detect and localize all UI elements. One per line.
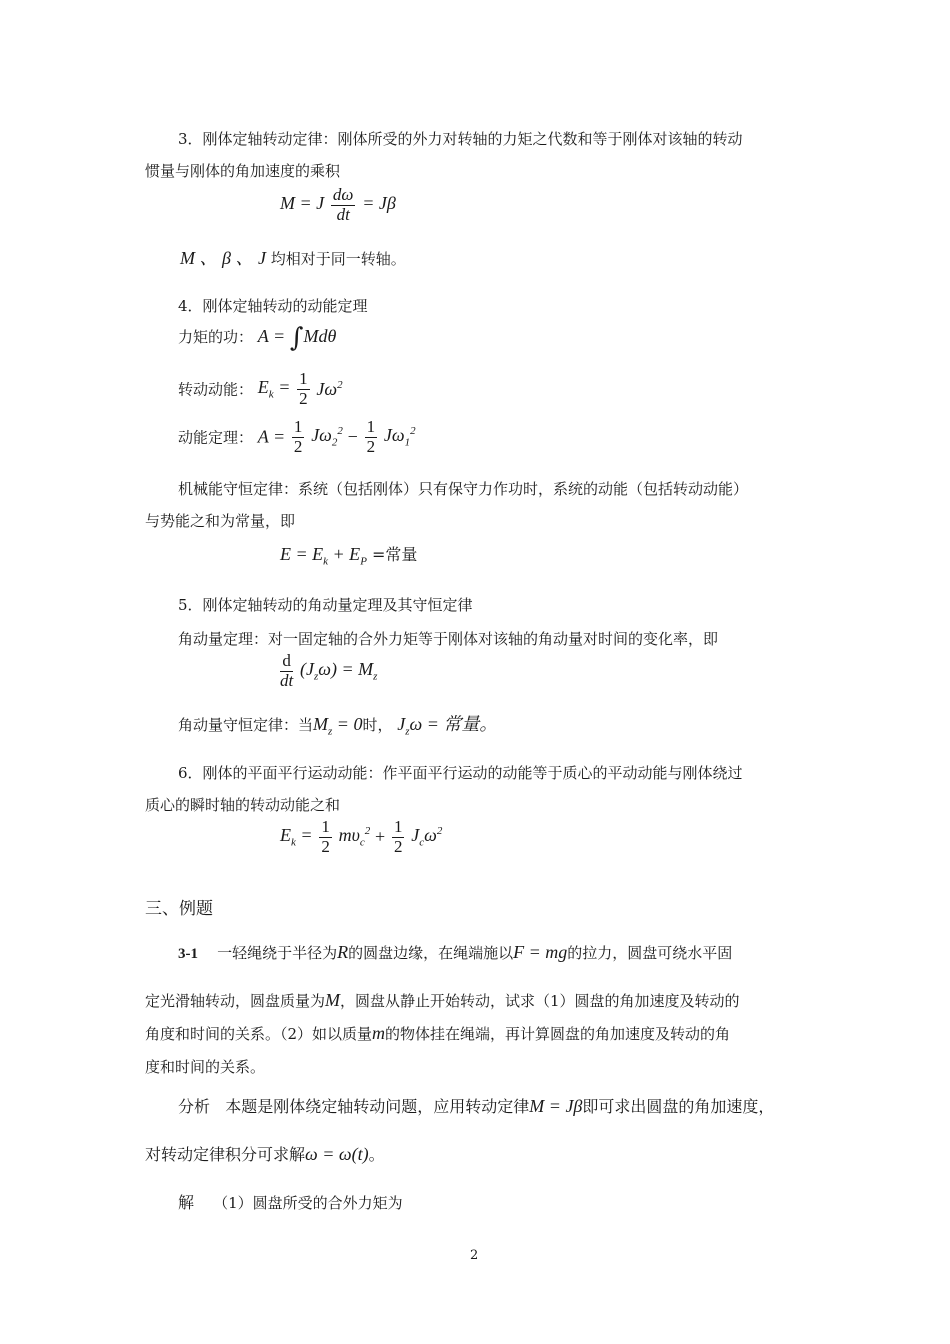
example-3-1-line2: 定光滑轴转动，圆盘质量为M，圆盘从静止开始转动，试求（1）圆盘的角加速度及转动的 (145, 990, 740, 1010)
example-3-1-line4: 度和时间的关系。 (145, 1058, 266, 1076)
s6-equation: $E_k$ = $\frac{1}{2}$ $m\upsilon_c^2$ + $\frac{1}{2}$ $J_c\omega^2$ (280, 817, 443, 856)
s5-title: 5．刚体定轴转动的角动量定理及其守恒定律 (178, 596, 473, 614)
s5-theorem-line: 角动量定理：对一固定轴的合外力矩等于刚体对该轴的角动量对时间的变化率，即 (178, 630, 719, 648)
s4-mech-line2: 与势能之和为常量，即 (145, 512, 296, 530)
s4-kinetic-theorem: 动能定理： A = $\frac{1}{2}$ $J\omega_2^2$ − $\frac{1}{2}$ $J\omega_1^2$ (178, 417, 416, 456)
example-3-1-line1: 3-1 一轻绳绕于半径为R的圆盘边缘，在绳端施以F = mg的拉力，圆盘可绕水平固 (178, 942, 733, 962)
s3-title-line1: 3．刚体定轴转动定律：刚体所受的外力对转轴的力矩之代数和等于刚体对该轴的转动 (178, 130, 743, 148)
solution-line: 解 （1）圆盘所受的合外力矩为 (178, 1193, 403, 1212)
s4-mech-line1: 机械能守恒定律：系统（包括刚体）只有保守力作功时，系统的动能（包括转动动能） (178, 480, 749, 498)
s3-title-line2: 惯量与刚体的角加速度的乘积 (145, 162, 341, 180)
analysis-line2: 对转动定律积分可求解ω = ω(t)。 (145, 1144, 385, 1164)
examples-heading: 三、例题 (145, 899, 213, 919)
s4-kinetic-energy: 转动动能： $E_k$ = $\frac{1}{2}$ $J\omega^2$ (178, 369, 343, 408)
example-3-1-line3: 角度和时间的关系。（2）如以质量m的物体挂在绳端，再计算圆盘的角加速度及转动的角 (145, 1023, 731, 1043)
s5-equation: $\frac{d}{dt}$ $(J_z\omega) = M_z$ (280, 651, 378, 690)
page-number: 2 (470, 1248, 479, 1263)
analysis-line1: 分析 本题是刚体绕定轴转动问题，应用转动定律M = Jβ即可求出圆盘的角加速度， (178, 1096, 775, 1116)
s4-work: 力矩的功： A = ∫Mdθ (178, 323, 337, 353)
s3-note: M 、 β 、 J 均相对于同一转轴。 (180, 248, 406, 268)
s6-title-line2: 质心的瞬时轴的转动动能之和 (145, 796, 341, 814)
s3-equation: M = J $\frac{d\omega}{dt}$ = Jβ (280, 185, 396, 224)
s4-title: 4．刚体定轴转动的动能定理 (178, 297, 368, 315)
s4-mech-equation: $E = E_k + E_P$ =常量 (280, 544, 418, 568)
s5-conservation: 角动量守恒定律：当$M_z = 0$时， $J_z\omega$ = 常量。 (178, 714, 498, 738)
s6-title-line1: 6．刚体的平面平行运动动能：作平面平行运动的动能等于质心的平动动能与刚体绕过 (178, 764, 743, 782)
